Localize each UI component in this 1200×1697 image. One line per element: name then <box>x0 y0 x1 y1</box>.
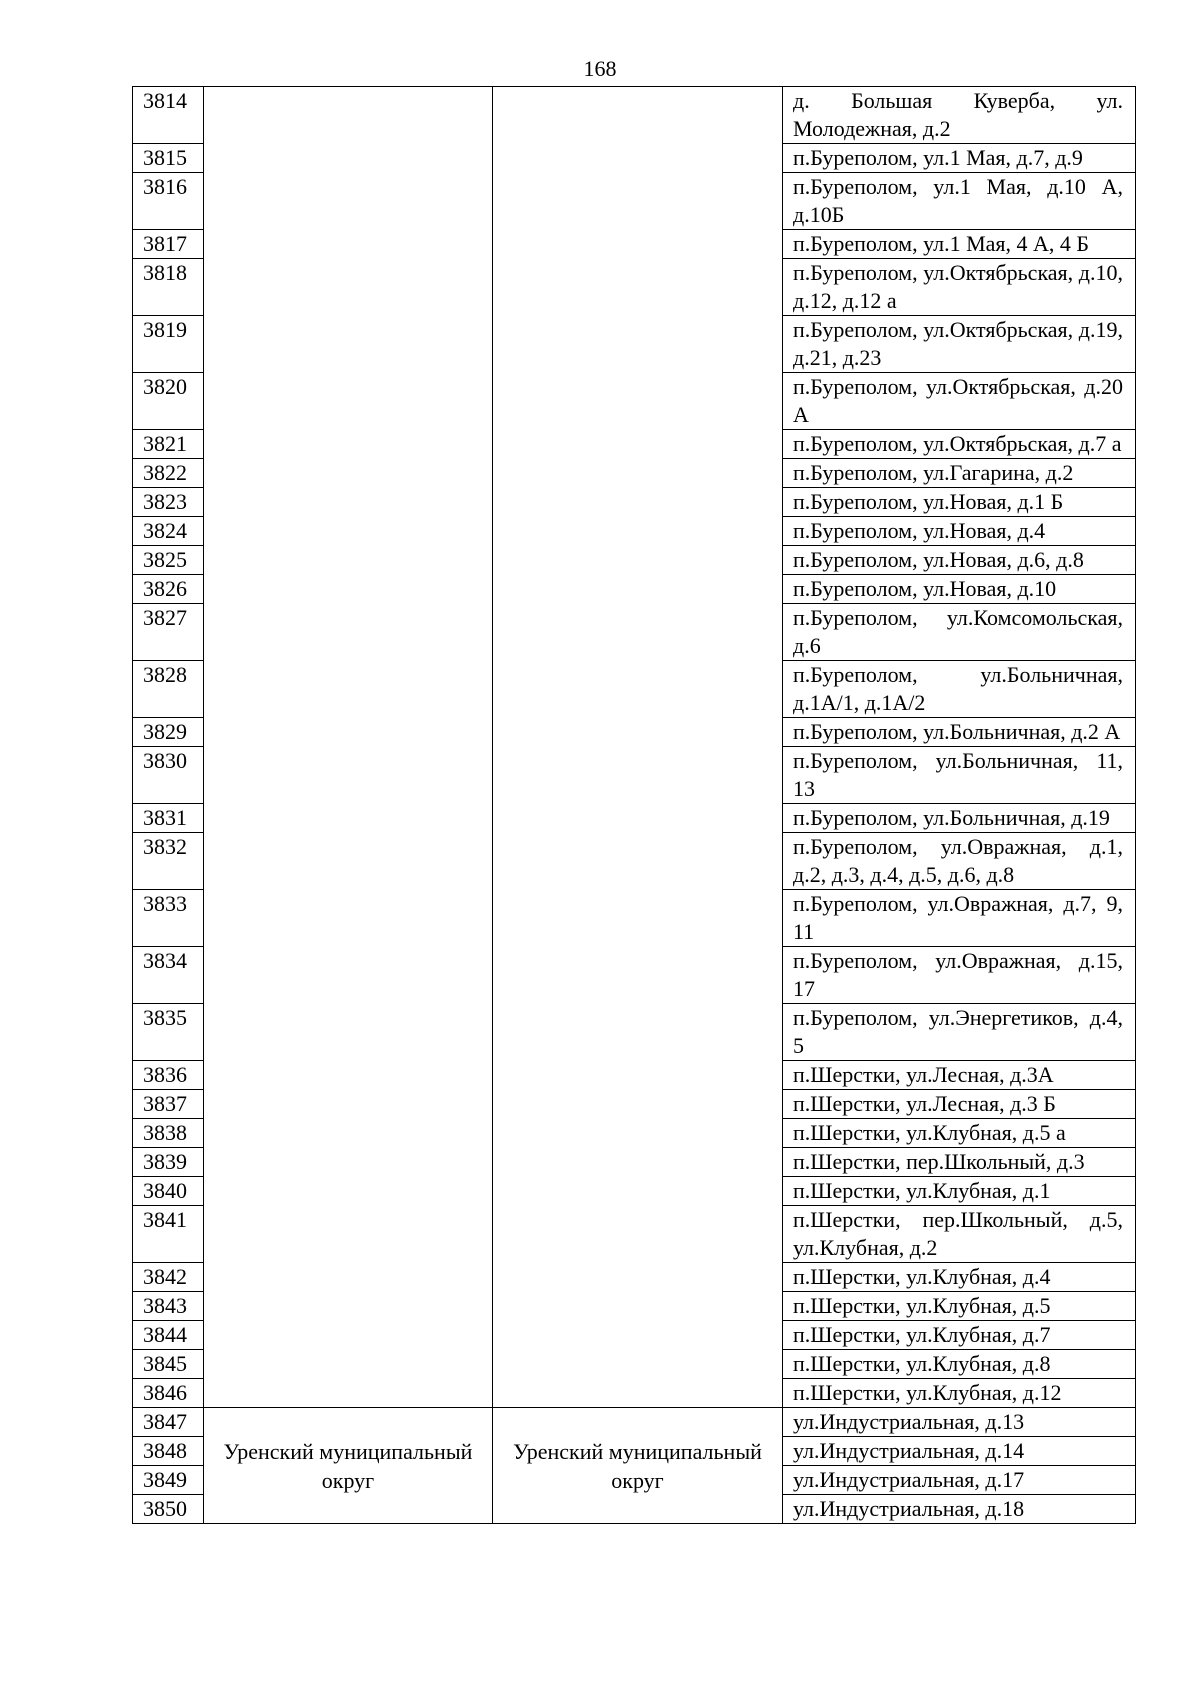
address-cell: п.Шерстки, ул.Клубная, д.7 <box>783 1321 1136 1350</box>
address-cell: п.Шерстки, ул.Клубная, д.4 <box>783 1263 1136 1292</box>
settlement-cell <box>493 87 783 1408</box>
row-number: 3835 <box>133 1004 204 1061</box>
address-cell: п.Буреполом, ул.Комсомольская, д.6 <box>783 604 1136 661</box>
address-cell: п.Буреполом, ул.Энергетиков, д.4, 5 <box>783 1004 1136 1061</box>
address-cell: п.Шерстки, ул.Клубная, д.8 <box>783 1350 1136 1379</box>
address-cell: п.Буреполом, ул.Новая, д.10 <box>783 575 1136 604</box>
row-number: 3816 <box>133 173 204 230</box>
address-cell: ул.Индустриальная, д.18 <box>783 1495 1136 1524</box>
address-cell: п.Буреполом, ул.1 Мая, д.10 А, д.10Б <box>783 173 1136 230</box>
row-number: 3839 <box>133 1148 204 1177</box>
address-cell: п.Буреполом, ул.Больничная, 11, 13 <box>783 747 1136 804</box>
address-cell: п.Буреполом, ул.1 Мая, 4 А, 4 Б <box>783 230 1136 259</box>
row-number: 3817 <box>133 230 204 259</box>
row-number: 3836 <box>133 1061 204 1090</box>
row-number: 3843 <box>133 1292 204 1321</box>
row-number: 3838 <box>133 1119 204 1148</box>
address-cell: п.Буреполом, ул.Гагарина, д.2 <box>783 459 1136 488</box>
row-number: 3840 <box>133 1177 204 1206</box>
row-number: 3831 <box>133 804 204 833</box>
row-number: 3844 <box>133 1321 204 1350</box>
row-number: 3827 <box>133 604 204 661</box>
row-number: 3850 <box>133 1495 204 1524</box>
row-number: 3829 <box>133 718 204 747</box>
address-cell: п.Буреполом, ул.Октябрьская, д.7 а <box>783 430 1136 459</box>
row-number: 3821 <box>133 430 204 459</box>
address-cell: п.Буреполом, ул.1 Мая, д.7, д.9 <box>783 144 1136 173</box>
address-table <box>132 86 1136 1524</box>
address-cell: п.Буреполом, ул.Больничная, д.19 <box>783 804 1136 833</box>
row-number: 3841 <box>133 1206 204 1263</box>
address-cell: п.Буреполом, ул.Октябрьская, д.19, д.21, д.23 <box>783 316 1136 373</box>
address-cell: п.Буреполом, ул.Октябрьская, д.10, д.12, д.12 а <box>783 259 1136 316</box>
address-cell: д. Большая Куверба, ул. Молодежная, д.2 <box>783 87 1136 144</box>
row-number: 3833 <box>133 890 204 947</box>
address-cell: п.Буреполом, ул.Новая, д.4 <box>783 517 1136 546</box>
address-cell: ул.Индустриальная, д.17 <box>783 1466 1136 1495</box>
row-number: 3837 <box>133 1090 204 1119</box>
row-number: 3823 <box>133 488 204 517</box>
row-number: 3842 <box>133 1263 204 1292</box>
address-cell: п.Буреполом, ул.Октябрьская, д.20 А <box>783 373 1136 430</box>
table-row <box>133 1408 1136 1437</box>
row-number: 3834 <box>133 947 204 1004</box>
row-number: 3830 <box>133 747 204 804</box>
district-cell <box>204 87 493 1408</box>
address-cell: п.Шерстки, ул.Клубная, д.5 а <box>783 1119 1136 1148</box>
row-number: 3846 <box>133 1379 204 1408</box>
address-cell: п.Шерстки, ул.Клубная, д.12 <box>783 1379 1136 1408</box>
row-number: 3818 <box>133 259 204 316</box>
row-number: 3849 <box>133 1466 204 1495</box>
row-number: 3845 <box>133 1350 204 1379</box>
address-cell: п.Буреполом, ул.Новая, д.1 Б <box>783 488 1136 517</box>
row-number: 3824 <box>133 517 204 546</box>
row-number: 3826 <box>133 575 204 604</box>
address-cell: п.Буреполом, ул.Овражная, д.15, 17 <box>783 947 1136 1004</box>
row-number: 3828 <box>133 661 204 718</box>
address-cell: п.Шерстки, пер.Школьный, д.5, ул.Клубная, д.2 <box>783 1206 1136 1263</box>
address-cell: п.Буреполом, ул.Новая, д.6, д.8 <box>783 546 1136 575</box>
table-row <box>133 87 1136 144</box>
address-cell: п.Буреполом, ул.Больничная, д.2 А <box>783 718 1136 747</box>
address-cell: п.Шерстки, ул.Клубная, д.1 <box>783 1177 1136 1206</box>
address-cell: ул.Индустриальная, д.13 <box>783 1408 1136 1437</box>
row-number: 3822 <box>133 459 204 488</box>
row-number: 3832 <box>133 833 204 890</box>
row-number: 3820 <box>133 373 204 430</box>
address-cell: п.Буреполом, ул.Овражная, д.1, д.2, д.3, д.4, д.5, д.6, д.8 <box>783 833 1136 890</box>
row-number: 3848 <box>133 1437 204 1466</box>
row-number: 3819 <box>133 316 204 373</box>
row-number: 3847 <box>133 1408 204 1437</box>
address-cell: п.Буреполом, ул.Больничная, д.1А/1, д.1А/2 <box>783 661 1136 718</box>
address-cell: п.Шерстки, ул.Клубная, д.5 <box>783 1292 1136 1321</box>
address-cell: п.Шерстки, пер.Школьный, д.3 <box>783 1148 1136 1177</box>
address-cell: п.Шерстки, ул.Лесная, д.3 Б <box>783 1090 1136 1119</box>
district-cell: Уренский муниципальный округ <box>204 1408 493 1524</box>
page-number: 168 <box>583 56 617 81</box>
address-cell: ул.Индустриальная, д.14 <box>783 1437 1136 1466</box>
settlement-cell: Уренский муниципальный округ <box>493 1408 783 1524</box>
address-cell: п.Буреполом, ул.Овражная, д.7, 9, 11 <box>783 890 1136 947</box>
row-number: 3815 <box>133 144 204 173</box>
row-number: 3825 <box>133 546 204 575</box>
address-cell: п.Шерстки, ул.Лесная, д.3А <box>783 1061 1136 1090</box>
row-number: 3814 <box>133 87 204 144</box>
